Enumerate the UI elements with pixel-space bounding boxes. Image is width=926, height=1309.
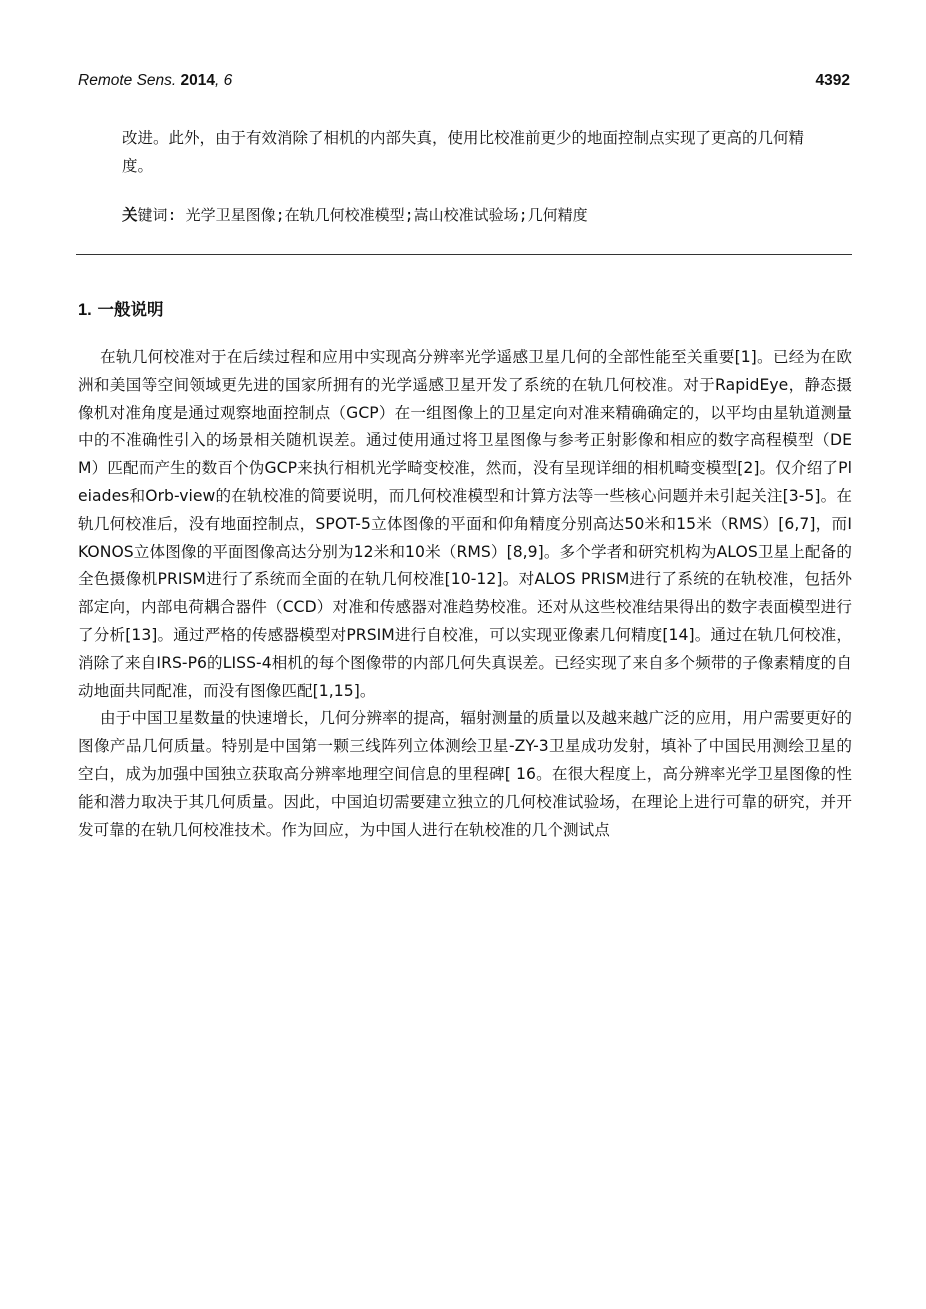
page-number: 4392: [815, 72, 850, 89]
journal-volume: 6: [223, 72, 233, 89]
keywords-text: 键词: 光学卫星图像;在轨几何校准模型;嵩山校准试验场;几何精度: [137, 206, 588, 224]
running-header: [78, 72, 850, 94]
journal-citation: Remote Sens. 2014, 6: [78, 72, 233, 89]
paragraph-2: 由于中国卫星数量的快速增长，几何分辨率的提高，辐射测量的质量以及越来越广泛的应用，用户需要更好的图像产品几何质量。特别是中国第一颗三线阵列立体测绘卫星-ZY-3卫星成功发射，填补了中国民用测绘卫星的空白，成为加强中国独立获取高分辨率地理空间信息的里程碑[ 16。在很大程度上，高分辨率光学卫星图像的性能和潜力取决于其几何质量。因此，中国迫切需要建立独立的几何校准试验场，在理论上进行可靠的研究，并开发可靠的在轨几何校准技术。作为回应，为中国人进行在轨校准的几个测试点: [78, 709, 852, 839]
journal-year: 2014: [180, 72, 216, 89]
section-number: 1.: [78, 301, 92, 319]
section-divider: [76, 254, 852, 255]
body-text: [78, 344, 852, 844]
abstract-tail: 改进。此外，由于有效消除了相机的内部失真，使用比校准前更少的地面控制点实现了更高的几何精度。: [122, 129, 805, 175]
section-heading: [78, 296, 164, 320]
section-title: 一般说明: [97, 300, 164, 319]
keywords-first-char: 关: [122, 206, 138, 224]
paragraph-1: 在轨几何校准对于在后续过程和应用中实现高分辨率光学遥感卫星几何的全部性能至关重要[1]。已经为在欧洲和美国等空间领域更先进的国家所拥有的光学遥感卫星开发了系统的在轨几何校准。对于RapidEye，静态摄像机对准角度是通过观察地面控制点（GCP）在一组图像上的卫星定向对准来精确确定的，以平均由星轨道测量中的不准确性引入的场景相关随机误差。通过使用通过将卫星图像与参考正射影像和相应的数字高程模型（DEM）匹配而产生的数百个伪GCP来执行相机光学畸变校准，然而，没有呈现详细的相机畸变模型[2]。仅介绍了Pleiades和Orb-view的在轨校准的简要说明，而几何校准模型和计算方法等一些核心问题并未引起关注[3-5]。在轨几何校准后，没有地面控制点，SPOT-5立体图像的平面和仰角精度分别高达50米和15米（RMS）[6,7]，而IKONOS立体图像的平面图像高达分别为12米和10米（RMS）[8,9]。多个学者和研究机构为ALOS卫星上配备的全色摄像机PRISM进行了系统而全面的在轨几何校准[10-12]。对ALOS PRISM进行了系统的在轨校准，包括外部定向，内部电荷耦合器件（CCD）对准和传感器对准趋势校准。还对从这些校准结果得出的数字表面模型进行了分析[13]。通过严格的传感器模型对PRSIM进行自校准，可以实现亚像素几何精度[14]。通过在轨几何校准，消除了来自IRS-P6的LISS-4相机的每个图像带的内部几何失真误差。已经实现了来自多个频带的子像素精度的自动地面共同配准，而没有图像匹配[1,15]。: [78, 348, 852, 700]
journal-name: Remote Sens.: [78, 72, 177, 89]
keywords-line: [122, 202, 834, 228]
